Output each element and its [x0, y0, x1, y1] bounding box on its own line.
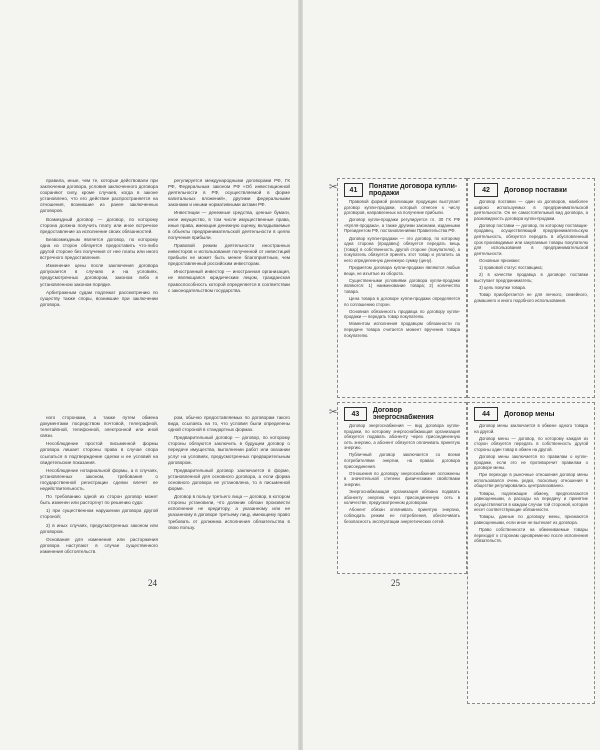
paragraph: Цена товара в договоре купли-продажи определяется по соглашению сторон.	[344, 296, 460, 307]
topic-body	[474, 423, 588, 544]
topic-header	[344, 407, 460, 421]
left-column-1-top	[40, 178, 158, 310]
paragraph: Правовой режим деятельности иностранных инвесторов и использования полученной от инвестиций прибыли не может быть менее благоприятным, чем предоставленный российским инвесторам.	[168, 242, 290, 267]
topic-header	[474, 407, 588, 421]
topic-card-42	[467, 178, 595, 398]
paragraph: Правовой формой реализации продукции выступает договор купли-продажи, который отнесен к числу договоров, направленных на получение прибыли.	[344, 199, 460, 216]
paragraph: Договор мены — договор, по которому каждая из сторон обязуется передать в собственность другой стороны один товар в обмен на другой.	[474, 435, 588, 452]
paragraph: Основная обязанность продавца по договору купли-продажи — передать товар покупателю.	[344, 308, 460, 320]
paragraph: Отношения по договору энергоснабжения осложнены в значительной степени физическими свойствами энергии.	[344, 470, 460, 487]
topic-card-44	[467, 402, 595, 704]
left-page	[0, 0, 298, 750]
page-number-left: 24	[148, 578, 157, 588]
paragraph: Существенными условиями договора купли-продажи являются: 1) наименование товара; 2) количество товара.	[344, 277, 460, 294]
paragraph: Абонент обязан оплачивать принятую энергию, соблюдать режим ее потребления, обеспечивать безопасность эксплуатации энергетических сетей.	[344, 507, 460, 524]
paragraph: ного сторонами, а также путем обмена документами посредством почтовой, телеграфной, телетайпной, телефонной, электронной или иной связи.	[40, 415, 158, 439]
paragraph: Договор поставки — договор, по которому поставщик-продавец, осуществляющий предпринимательскую деятельность, обязуется передать в обусловленный срок производимые или закупаемые товары покупателю для использования в предпринимательской деятельности.	[474, 222, 588, 256]
topic-card-43	[337, 402, 467, 574]
paragraph: Иностранный инвестор — иностранная организация, не являющаяся юридическим лицом, гражданская правоспособность которой определяется в соответствии с законодательством государства.	[168, 269, 290, 293]
paragraph: Инвестиции — денежные средства, ценные бумаги, иное имущество, в том числе имущественные права, иные права, имеющие денежную оценку, вкладываемые в объекты предпринимательской деятельности в целях получения прибыли.	[168, 210, 290, 240]
topic-header	[344, 183, 460, 197]
paragraph: При переходе в рыночные отношения договор мены использовался очень редко, поскольку отношения в обществе регулировались централизованно.	[474, 472, 588, 489]
paragraph: Предметом договора купли-продажи являются любые вещи, не изъятые из оборота.	[344, 265, 460, 276]
paragraph: Договор мены заключается по правилам о купле-продаже, если это не противоречит правилам о договоре мены.	[474, 453, 588, 471]
paragraph: Возмездный договор — договор, по которому сторона должна получить плату или иное встречное предоставление за исполнение своих обязанностей.	[40, 216, 158, 234]
paragraph: Предварительный договор — договор, по которому стороны обязуются заключить в будущем договор о передаче имущества, выполнении работ или оказании услуг на условиях, предусмотренных предварительным договором.	[168, 435, 290, 465]
topic-number-badge: 43	[344, 407, 367, 421]
paragraph: Товары, подлежащие обмену, предполагаются равноценными, а расходы на передачу и принятие осуществляются в каждом случае той стороной, которая несет соответствующие обязанности.	[474, 490, 588, 513]
right-page	[303, 0, 600, 750]
paragraph: Основные признаки:	[479, 257, 520, 263]
topic-number-badge: 44	[474, 407, 498, 421]
topic-card-41	[337, 178, 467, 398]
paragraph: Договор купли-продажи регулируется гл. 30 ГК РФ «Купля-продажа», а также другими законами, изданными Президентом РФ, постановлениями Правительства РФ.	[344, 217, 460, 234]
paragraph: ром, обычно предоставляемых по договорам такого вида, ссылаясь на то, что условия были определены одной стороной в стандартных формах.	[168, 415, 290, 433]
topic-title: Договор энергоснабжения	[372, 407, 434, 421]
paragraph: Основания для изменения или расторжения договора наступают в случае существенного изменения обстоятельств.	[40, 536, 158, 554]
paragraph: Право собственности на обмениваемые товары переходит к сторонам одновременно после исполнения обязательств.	[474, 527, 588, 544]
paragraph: Энергоснабжающая организация обязана подавать абоненту энергию через присоединенную сеть в количестве, предусмотренном договором.	[344, 489, 460, 506]
paragraph: Публичный договор заключается со всеми потребителями энергии, на правах договора присоединения.	[344, 452, 460, 469]
scissors-icon: ✂	[329, 182, 338, 193]
topic-title: Договор мены	[504, 410, 555, 418]
paragraph: Договор купли-продажи — это договор, по которому одна сторона (продавец) обязуется передать вещь (товар) в собственность другой стороне (покупателю), а покупатель обязуется принять этот товар и уплатить за него определенную денежную сумму (цену).	[344, 235, 460, 263]
paragraph: правила, иные, чем те, которые действовали при заключении договора, условия заключенного договора сохраняют силу, кроме случаев, когда в законе установлено, что его действие распространяется на отношения, возникшие из ранее заключенных договоров.	[40, 178, 158, 214]
paragraph: Договор энергоснабжения — вид договора купли-продажи, по которому энергоснабжающая организация обязуется подавать абоненту через присоединенную сеть энергию, а абонент обязуется оплачивать принятую энергию.	[344, 423, 460, 451]
paragraph: Несоблюдение нотариальной формы, а в случаях, установленных законом, требования о государственной регистрации сделки влечет ее недействительность.	[40, 467, 158, 492]
page-number-right: 25	[391, 578, 400, 588]
paragraph: Изменение цены после заключения договора допускается в случаях и на условиях, предусмотренных договором, законом либо в установленном законом порядке.	[40, 263, 158, 287]
topic-title: Понятие договора купли-продажи	[368, 183, 458, 197]
paragraph: По требованию одной из сторон договор может быть изменен или расторгнут по решению суда:	[40, 494, 158, 506]
scissors-icon: ✂	[329, 407, 338, 418]
left-column-2-bottom	[168, 415, 290, 533]
topic-body	[474, 199, 588, 303]
topic-body	[344, 199, 460, 338]
left-column-2-top	[168, 178, 290, 296]
paragraph: Договор мены заключается в обмене одного товара на другой.	[474, 423, 588, 434]
paragraph: 3) цель покупки товара.	[479, 284, 527, 290]
topic-header	[474, 183, 588, 197]
paragraph: 1) правовой статус поставщика;	[479, 265, 543, 271]
paragraph: Арбитражным судам подлежат рассмотрению по существу также споры, возникшие при заключении договора.	[40, 289, 158, 307]
topic-title: Договор поставки	[504, 186, 567, 194]
paragraph: регулируется международными договорами РФ, ГК РФ, Федеральным законом РФ «Об инвестиционной деятельности в РФ, осуществляемой в форме капитальных вложений», другими федеральными законами и иными нормативными актами РФ.	[168, 178, 290, 208]
paragraph: Договор поставки — один из договоров, наиболее широко используемых в предпринимательской деятельности. Он не самостоятельный вид договора, а разновидность договора купли-продажи.	[474, 199, 588, 221]
left-column-1-bottom	[40, 415, 158, 557]
topic-body	[344, 423, 460, 524]
paragraph: 2) в иных случаях, предусмотренных законом или договором.	[40, 522, 158, 534]
paragraph: Товары, данные по договору мены, признаются равноценными, если иное не вытекает из договора.	[474, 514, 588, 525]
topic-number-badge: 42	[474, 183, 498, 197]
paragraph: Моментом исполнения продавцом обязанности по передаче товара считается момент вручения товара покупателю.	[344, 321, 460, 338]
paragraph: Договор в пользу третьего лица — договор, в котором стороны установили, что должник обязан произвести исполнение не кредитору, а указанному или не указанному в договоре третьему лицу, имеющему право требовать от должника исполнения обязательства в свою пользу.	[168, 494, 290, 530]
paragraph: Товар приобретается не для личного, семейного, домашнего и иного подобного использования.	[474, 291, 588, 303]
paragraph: 2) в качестве продавца в договоре поставки выступает предприниматель;	[474, 272, 588, 283]
paragraph: Предварительный договор заключается в форме, установленной для основного договора, а если форма основного договора не установлена, то в письменной форме.	[168, 467, 290, 492]
paragraph: 1) при существенном нарушении договора другой стороной;	[40, 508, 158, 520]
paragraph: Несоблюдение простой письменной формы договора лишает стороны права в случае спора ссылаться в подтверждение сделки и ее условий на свидетельские показания.	[40, 441, 158, 465]
paragraph: Безвозмездным является договор, по которому одна из сторон обязуется предоставить что-либо другой стороне без получения от нее платы или иного встречного предоставления.	[40, 236, 158, 261]
topic-number-badge: 41	[344, 183, 363, 197]
